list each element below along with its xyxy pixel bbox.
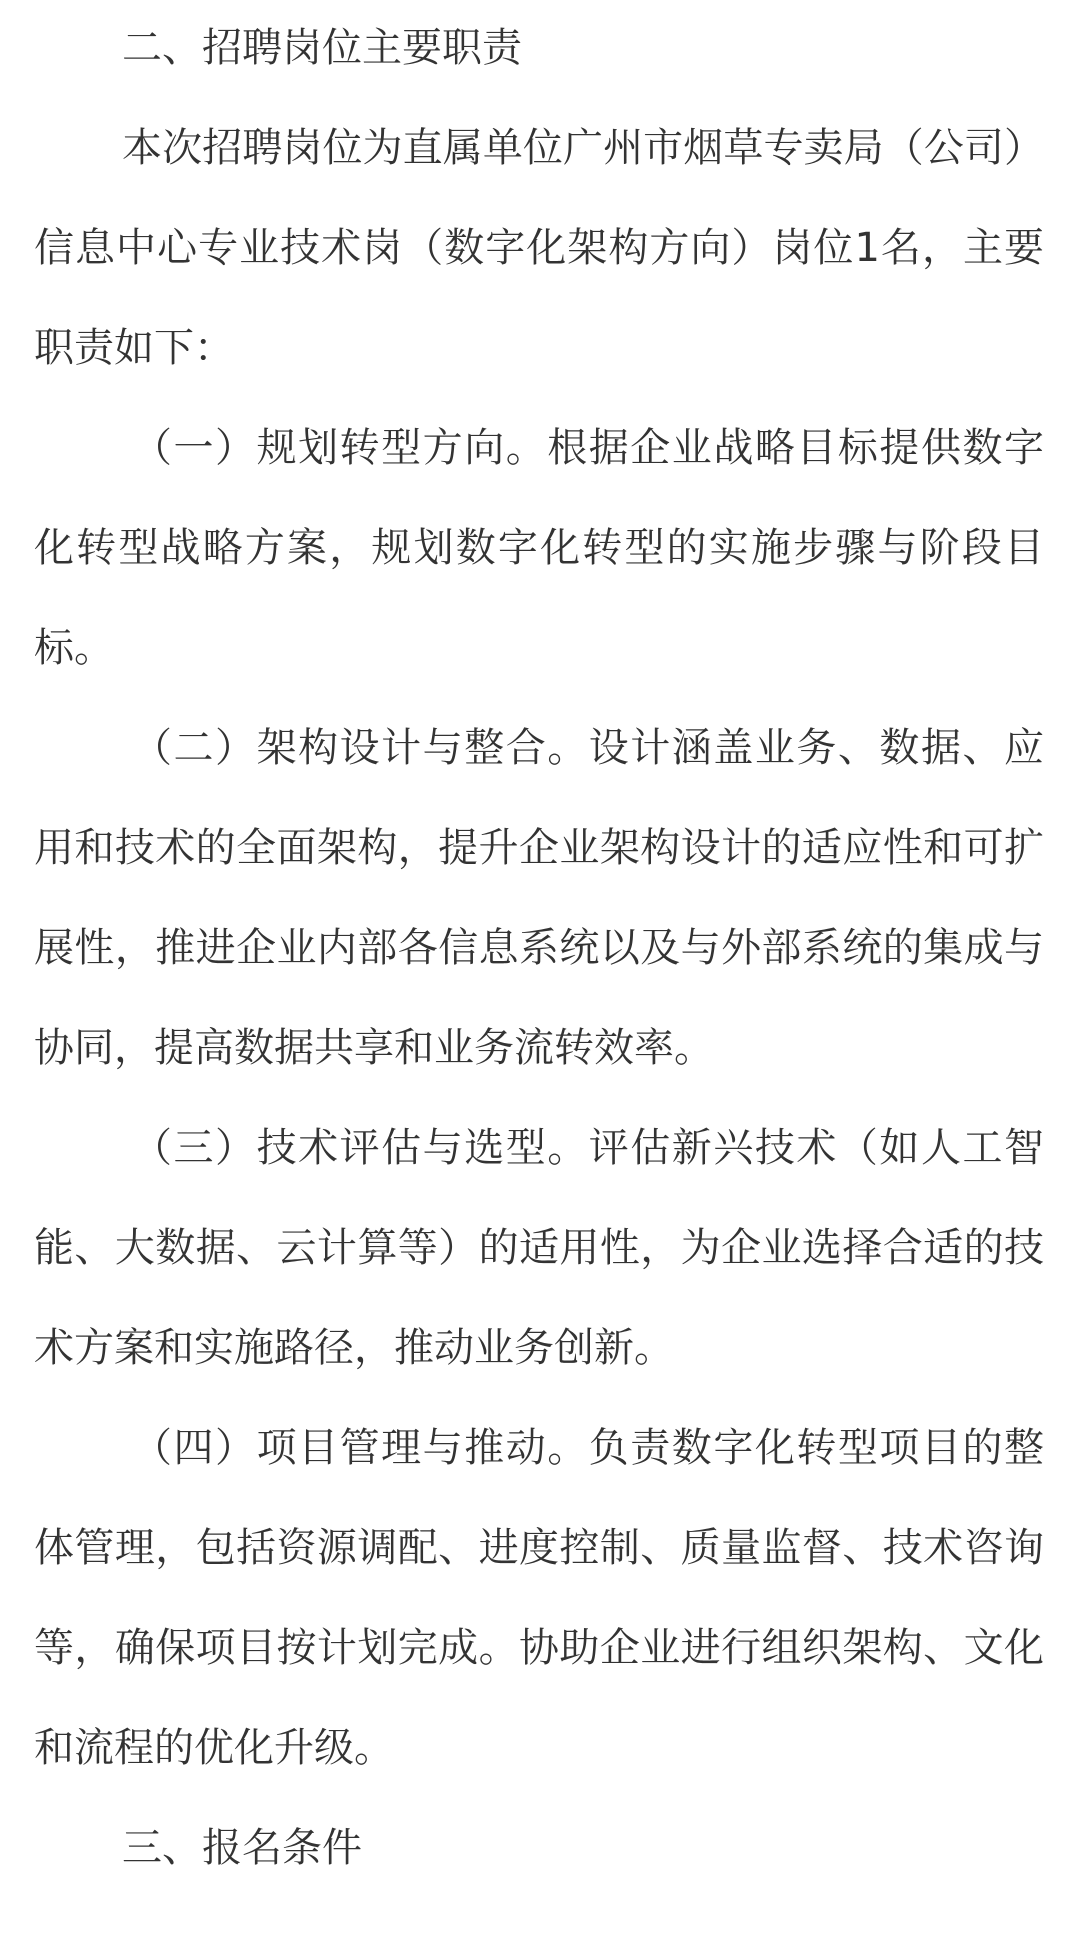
duty-paragraph-1: （一）规划转型方向。根据企业战略目标提供数字化转型战略方案，规划数字化转型的实施步骤与阶段目标。 — [34, 425, 1044, 671]
section-heading-requirements: 三、报名条件 — [122, 1825, 362, 1871]
duty-paragraph-4: （四）项目管理与推动。负责数字化转型项目的整体管理，包括资源调配、进度控制、质量监督、技术咨询等，确保项目按计划完成。协助企业进行组织架构、文化和流程的优化升级。 — [34, 1425, 1044, 1771]
duty-paragraph-2: （二）架构设计与整合。设计涵盖业务、数据、应用和技术的全面架构，提升企业架构设计的适应性和可扩展性，推进企业内部各信息系统以及与外部系统的集成与协同，提高数据共享和业务流转效率。 — [34, 725, 1044, 1071]
intro-paragraph: 本次招聘岗位为直属单位广州市烟草专卖局（公司）信息中心专业技术岗（数字化架构方向）岗位1名，主要职责如下： — [34, 125, 1044, 371]
section-heading-responsibilities: 二、招聘岗位主要职责 — [122, 25, 522, 71]
duty-paragraph-3: （三）技术评估与选型。评估新兴技术（如人工智能、大数据、云计算等）的适用性，为企业选择合适的技术方案和实施路径，推动业务创新。 — [34, 1125, 1044, 1371]
